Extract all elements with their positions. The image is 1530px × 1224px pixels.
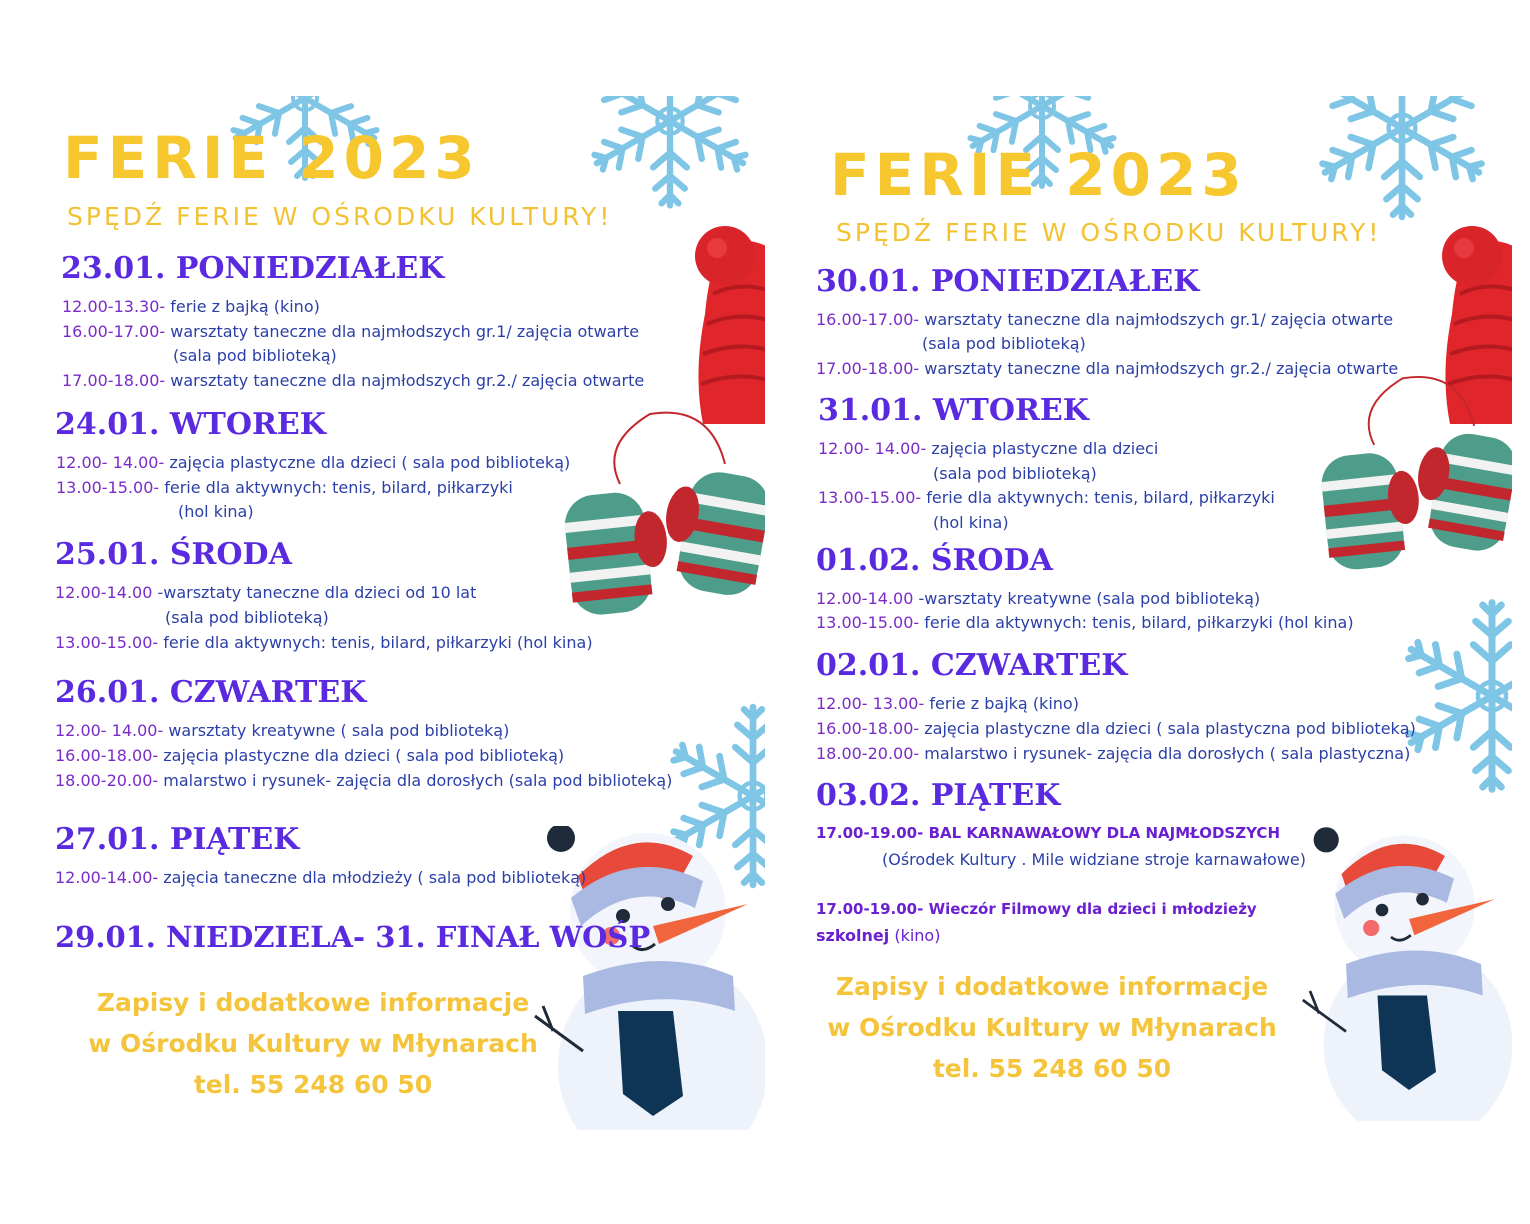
schedule-line: 12.00-13.30- ferie z bajką (kino) [62,297,320,316]
poster-left [55,96,765,1130]
schedule-line: 16.00-18.00- zajęcia plastyczne dla dzieci ( sala pod biblioteką) [55,746,565,765]
schedule-line: 13.00-15.00- ferie dla aktywnych: tenis, bilard, piłkarzyki (hol kina) [816,613,1354,632]
schedule-line: 17.00-18.00- warsztaty taneczne dla najmłodszych gr.2./ zajęcia otwarte [62,371,645,390]
schedule-line: 12.00-14.00- zajęcia taneczne dla młodzieży ( sala pod biblioteką) [55,868,587,887]
footer-line: Zapisy i dodatkowe informacje [835,972,1269,1001]
schedule-line: 16.00-17.00- warsztaty taneczne dla najmłodszych gr.1/ zajęcia otwarte [62,322,640,341]
day-heading: 29.01. NIEDZIELA- 31. FINAŁ WOŚP [55,920,651,954]
schedule-line: 17.00-19.00- Wieczór Filmowy dla dzieci i młodzieży [816,900,1257,918]
day-heading: 26.01. CZWARTEK [55,675,367,710]
snowman-icon [1292,816,1512,1121]
day-heading: 25.01. ŚRODA [55,537,292,572]
schedule-line: (sala pod biblioteką) [933,464,1097,483]
snowflake-icon [1387,591,1512,801]
schedule-line: (sala pod biblioteką) [173,346,337,365]
schedule-line: 18.00-20.00- malarstwo i rysunek- zajęcia dla dorosłych ( sala plastyczna) [816,744,1411,763]
schedule-line: 12.00-14.00 -warsztaty taneczne dla dzieci od 10 lat [55,583,477,602]
day-heading: 27.01. PIĄTEK [55,822,300,857]
schedule-line: (sala pod biblioteką) [165,608,329,627]
schedule-line: szkolnej (kino) [816,926,941,945]
snowflake-icon [575,96,765,216]
schedule-line: 13.00-15.00- ferie dla aktywnych: tenis, bilard, piłkarzyki [56,478,513,497]
day-heading: 01.02. ŚRODA [816,543,1053,578]
footer-line: tel. 55 248 60 50 [932,1054,1172,1083]
subtitle: SPĘDŹ FERIE W OŚRODKU KULTURY! [836,218,1382,247]
footer-line: w Ośrodku Kultury w Młynarach [88,1029,538,1058]
title: FERIE 2023 [63,124,480,192]
day-heading: 03.02. PIĄTEK [816,778,1061,813]
footer-line: tel. 55 248 60 50 [193,1070,433,1099]
day-heading: 30.01. PONIEDZIAŁEK [816,264,1200,299]
poster-right [802,96,1512,1130]
snowflake-icon [1302,96,1502,228]
day-heading: 02.01. CZWARTEK [816,648,1128,683]
schedule-line: 18.00-20.00- malarstwo i rysunek- zajęcia dla dorosłych (sala pod biblioteką) [55,771,673,790]
title: FERIE 2023 [830,141,1247,209]
schedule-line: (hol kina) [178,502,254,521]
footer-line: w Ośrodku Kultury w Młynarach [827,1013,1277,1042]
schedule-line: 12.00- 14.00- zajęcia plastyczne dla dzieci [818,439,1159,458]
knit-hat-icon [683,224,765,424]
schedule-line: 17.00-19.00- BAL KARNAWAŁOWY DLA NAJMŁODSZYCH [816,824,1280,842]
schedule-line: 13.00-15.00- ferie dla aktywnych: tenis, bilard, piłkarzyki (hol kina) [55,633,593,652]
schedule-line: 12.00- 14.00- warsztaty kreatywne ( sala pod biblioteką) [55,721,510,740]
footer [63,982,563,1105]
day-heading: 24.01. WTOREK [55,407,326,442]
mittens-icon [1317,366,1512,581]
schedule-line: (hol kina) [933,513,1009,532]
schedule-line: (Ośrodek Kultury . Mile widziane stroje karnawałowe) [882,850,1306,869]
footer-line: Zapisy i dodatkowe informacje [96,988,530,1017]
subtitle: SPĘDŹ FERIE W OŚRODKU KULTURY! [67,202,613,231]
schedule-line: 13.00-15.00- ferie dla aktywnych: tenis, bilard, piłkarzyki [818,488,1275,507]
mittens-icon [560,404,765,624]
day-heading: 31.01. WTOREK [818,393,1089,428]
schedule-line: 16.00-17.00- warsztaty taneczne dla najmłodszych gr.1/ zajęcia otwarte [816,310,1394,329]
schedule-line: 12.00-14.00 -warsztaty kreatywne (sala pod biblioteką) [816,589,1261,608]
footer [812,966,1292,1089]
schedule-line: 12.00- 13.00- ferie z bajką (kino) [816,694,1079,713]
schedule-line: (sala pod biblioteką) [922,334,1086,353]
day-heading: 23.01. PONIEDZIAŁEK [61,251,445,286]
schedule-line: 17.00-18.00- warsztaty taneczne dla najmłodszych gr.2./ zajęcia otwarte [816,359,1399,378]
schedule-line: 12.00- 14.00- zajęcia plastyczne dla dzieci ( sala pod biblioteką) [56,453,571,472]
schedule-line: 16.00-18.00- zajęcia plastyczne dla dzieci ( sala plastyczna pod biblioteką) [816,719,1416,738]
